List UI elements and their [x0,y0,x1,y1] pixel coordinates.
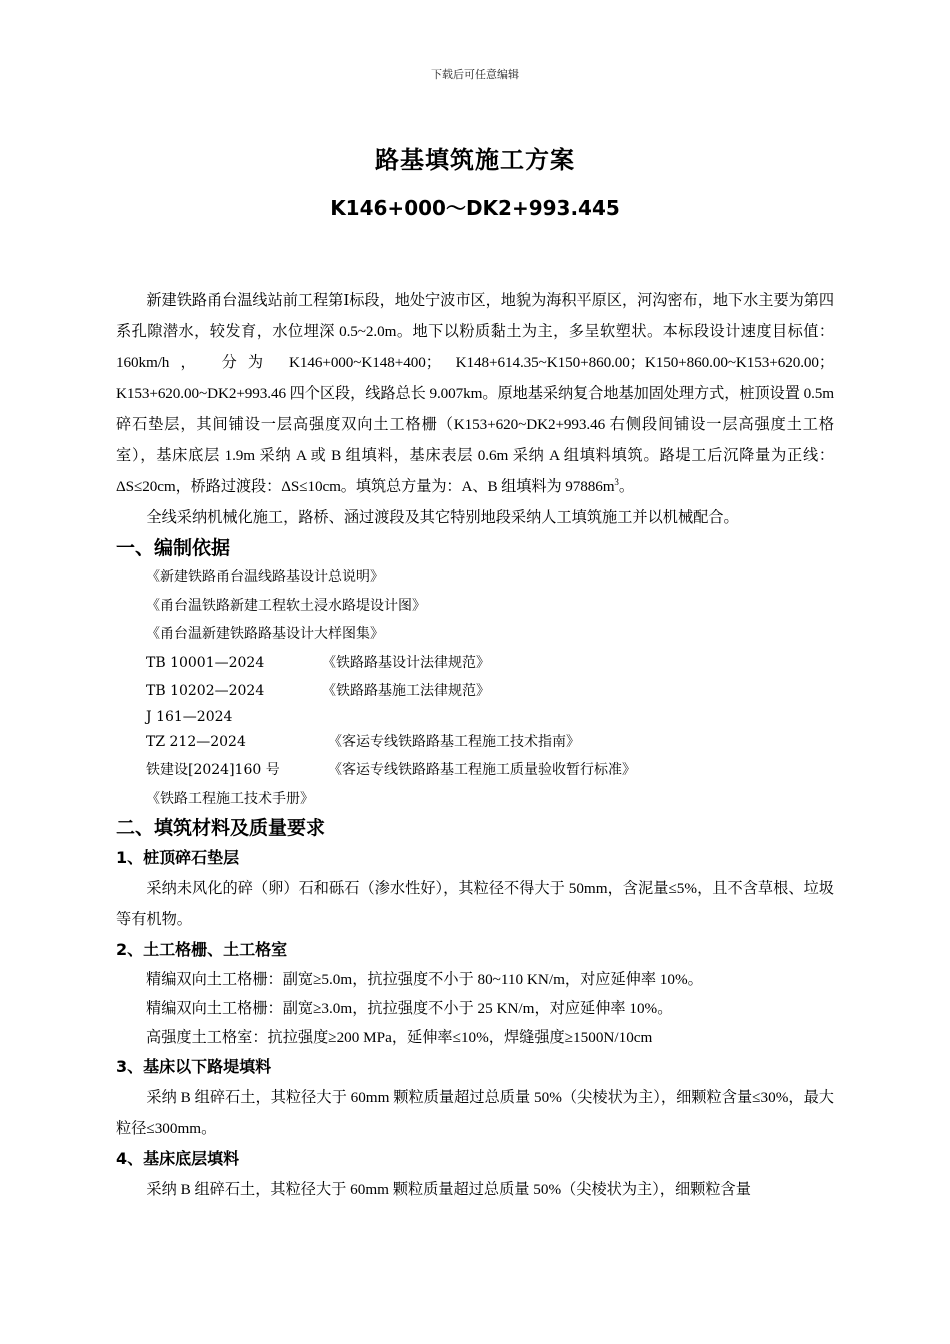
reference-code: J 161—2024 [146,708,233,725]
reference-name: 《新建铁路甬台温线路基设计总说明》 [146,569,384,585]
reference-code: TZ 212—2024 [146,733,246,750]
requirement-line: 精编双向土工格栅：副宽≥5.0m，抗拉强度不小于 80~110 KN/m，对应延伸率 10%。 [146,971,703,988]
reference-name: 《甬台温铁路新建工程软土浸水路堤设计图》 [146,597,426,614]
intro-paragraph-1-end: 。 [618,478,634,495]
reference-item [116,649,834,678]
reference-name: 《客运专线铁路路基工程施工技术指南》 [328,733,580,750]
document-body [116,285,834,1205]
reference-name: 《铁路工程施工技术手册》 [146,790,314,807]
subsection-4-text: 采纳 B 组碎石土，其粒径大于 60mm 颗粒质量超过总质量 50%（尖棱状为主），细颗粒含量 [146,1181,751,1198]
reference-code: TB 10202—2024 [146,683,265,699]
reference-code: 铁建设[2024]160 号 [146,762,280,778]
reference-name: 《铁路路基施工法律规范》 [322,683,490,699]
subsection-heading-3: 3、基床以下路堤填料 [116,1057,272,1076]
subsection-heading-4: 4、基床底层填料 [116,1149,240,1168]
header-note: 下载后可任意编辑 [431,68,519,81]
reference-list [116,563,834,813]
document-subtitle: K146+000～DK2+993.445 [330,196,620,220]
intro-paragraph-2: 全线采纳机械化施工，路桥、涵过渡段及其它特别地段采纳人工填筑施工并以机械配合。 [146,509,739,526]
subsection-heading-2: 2、土工格栅、土工格室 [116,940,288,959]
reference-item [116,728,834,757]
reference-name: 《铁路路基设计法律规范》 [322,654,490,671]
subsection-1-text: 采纳未风化的碎（卵）石和砾石（渗水性好），其粒径不得大于 50mm，含泥量≤5%，且不含草根、垃圾等有机物。 [116,880,834,928]
reference-item [116,677,834,706]
reference-name: 《客运专线铁路路基工程施工质量验收暂行标准》 [328,762,636,778]
document-title: 路基填筑施工方案 [375,146,575,174]
superscript-3: 3 [614,476,619,487]
reference-item [116,785,834,814]
intro-paragraph-1-text: 新建铁路甬台温线站前工程第Ⅰ标段，地处宁波市区，地貌为海积平原区，河沟密布，地下水主要为第四系孔隙潜水，较发育，水位埋深 0.5~2.0m。地下以粉质黏土为主，多呈软塑状。本标段设计速度目标值： 160km/h， 分为 K146+000~K148+400； K148+614.35~K150+860.00；K150+860.00~K153+620.00；K153+620.00~DK2+993.46 四个区段，线路总长 9.007km。原地基采纳复合地基加固处理方式，桩顶设置 0.5m 碎石垫层，其间铺设一层高强度双向土工格栅（K153+620~DK2+993.46 右侧段间铺设一层高强度土工格室），基床底层 1.9m 采纳 A 或 B 组填料，基床表层 0.6m 采纳 A 组填料填筑。路堤工后沉降量为正线： ΔS≤20cm，桥路过渡段：ΔS≤10cm。填筑总方量为：A、B 组填料为 97886m [116,292,834,495]
reference-item [116,706,834,728]
reference-item [116,756,834,785]
intro-paragraph-1 [116,285,834,502]
reference-code: TB 10001—2024 [146,654,265,671]
reference-name: 《甬台温新建铁路路基设计大样图集》 [146,626,384,642]
subsection-3-text: 采纳 B 组碎石土，其粒径大于 60mm 颗粒质量超过总质量 50%（尖棱状为主），细颗粒含量≤30%，最大粒径≤300mm。 [116,1089,834,1137]
requirement-line: 精编双向土工格栅：副宽≥3.0m，抗拉强度不小于 25 KN/m，对应延伸率 10%。 [146,1000,673,1017]
section-heading-2: 二、填筑材料及质量要求 [116,817,326,839]
section-heading-1: 一、编制依据 [116,537,231,559]
subsection-heading-1: 1、桩顶碎石垫层 [116,848,240,867]
reference-item [116,592,834,621]
requirement-line: 高强度土工格室：抗拉强度≥200 MPa，延伸率≤10%，焊缝强度≥1500N/10cm [146,1029,653,1046]
reference-item [116,620,834,649]
reference-item [116,563,834,592]
